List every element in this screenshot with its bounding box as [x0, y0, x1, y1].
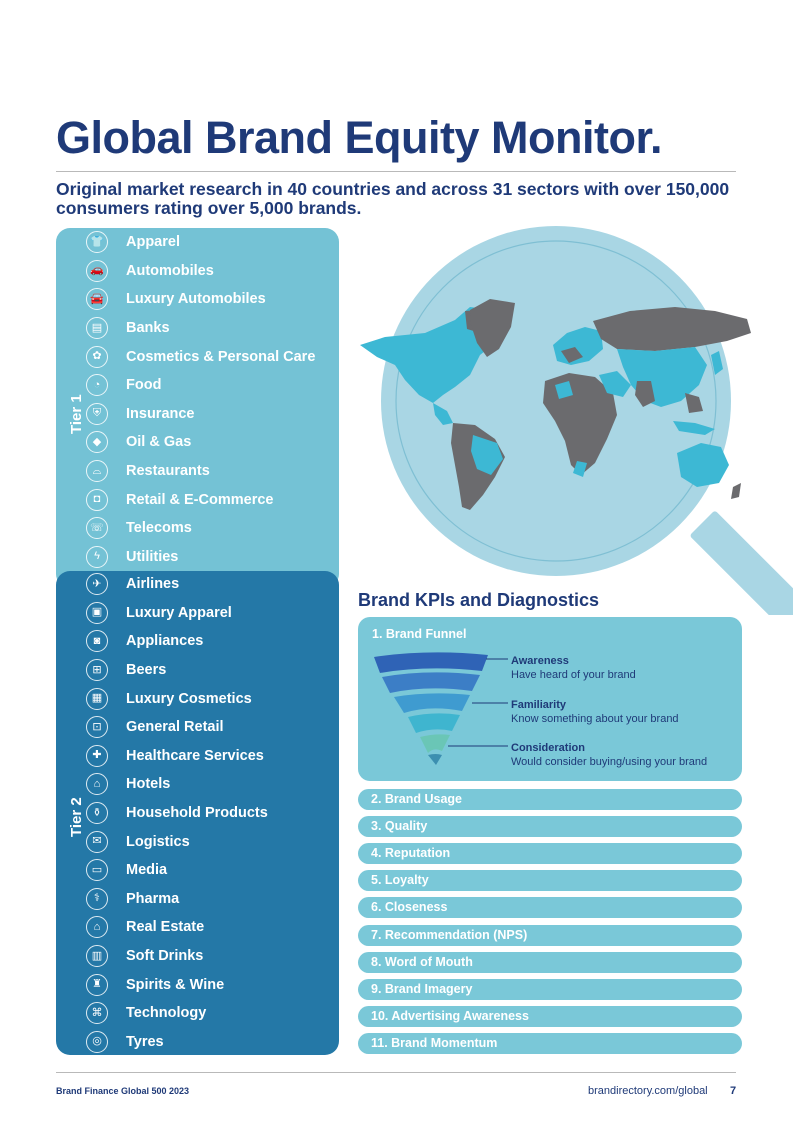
sector-label: Media: [126, 862, 168, 879]
sector-item: [86, 1028, 268, 1057]
kpi-item: 7. Recommendation (NPS): [358, 925, 742, 946]
tv-icon: ▭: [86, 859, 108, 881]
sector-item: [86, 684, 268, 713]
sector-item: [86, 514, 315, 543]
sector-label: Spirits & Wine: [126, 976, 225, 993]
sector-label: Pharma: [126, 890, 180, 907]
title-divider: [56, 171, 736, 172]
sector-label: Banks: [126, 320, 170, 337]
sector-item: [86, 599, 268, 628]
sector-item: [86, 371, 315, 400]
airplane-icon: ✈: [86, 573, 108, 595]
kpi-item: 10. Advertising Awareness: [358, 1006, 742, 1027]
sector-label: Tyres: [126, 1033, 164, 1050]
hotel-bed-icon: ⌂: [86, 773, 108, 795]
tier2-panel: [56, 571, 339, 1055]
envelope-icon: ✉: [86, 831, 108, 853]
sector-item: [86, 543, 315, 572]
sector-label: Luxury Automobiles: [126, 291, 266, 308]
sector-label: Oil & Gas: [126, 434, 192, 451]
sector-label: Apparel: [126, 234, 180, 251]
funnel-stage-consideration: [511, 741, 707, 769]
luxury-car-icon: 🚘: [86, 288, 108, 310]
sector-item: [86, 970, 268, 999]
kpi-item: 11. Brand Momentum: [358, 1033, 742, 1054]
page-title: Global Brand Equity Monitor.: [56, 112, 663, 163]
sector-item: [86, 999, 268, 1028]
stage-name: Familiarity: [511, 699, 567, 711]
cart-icon: ⊡: [86, 716, 108, 738]
footer-website-link[interactable]: brandirectory.com/global: [588, 1085, 708, 1097]
tier2-sector-list: [86, 570, 268, 1056]
tier1-label: Tier 1: [68, 394, 85, 434]
sector-label: Retail & E-Commerce: [126, 491, 274, 508]
stethoscope-icon: ✚: [86, 745, 108, 767]
sector-label: Beers: [126, 662, 167, 679]
sector-label: Automobiles: [126, 262, 214, 279]
stage-description: Would consider buying/using your brand: [511, 756, 708, 768]
tier2-label: Tier 2: [68, 797, 85, 837]
shirt-icon: 👕: [86, 231, 108, 253]
kpi-section-title: Brand KPIs and Diagnostics: [358, 590, 600, 610]
luxury-cosmetics-icon: ▦: [86, 688, 108, 710]
footer-publication: Brand Finance Global 500 2023: [56, 1086, 190, 1096]
sector-label: Cosmetics & Personal Care: [126, 348, 316, 365]
sector-label: Technology: [126, 1005, 207, 1022]
sector-item: [86, 942, 268, 971]
sector-label: Luxury Cosmetics: [126, 690, 252, 707]
funnel-icon: [374, 652, 488, 765]
sector-item: [86, 742, 268, 771]
kpi-item: 8. Word of Mouth: [358, 952, 742, 973]
sector-label: Luxury Apparel: [126, 604, 232, 621]
sector-item: [86, 400, 315, 429]
sector-item: [86, 827, 268, 856]
sector-label: Soft Drinks: [126, 948, 204, 965]
stage-name: Consideration: [511, 742, 585, 754]
footer-divider: [56, 1072, 736, 1073]
tier1-sector-list: [86, 228, 315, 571]
stage-description: Have heard of your brand: [511, 669, 636, 681]
sector-item: [86, 485, 315, 514]
kpi-item: 4. Reputation: [358, 843, 742, 864]
sector-item: [86, 799, 268, 828]
oil-drop-icon: ◆: [86, 431, 108, 453]
sector-item: [86, 428, 315, 457]
sector-label: Utilities: [126, 548, 179, 565]
house-icon: ⌂: [86, 916, 108, 938]
kpi-item: 9. Brand Imagery: [358, 979, 742, 1000]
funnel-stage-awareness: [511, 654, 636, 682]
tier1-panel: [56, 228, 339, 588]
shopping-bag-icon: ◘: [86, 489, 108, 511]
soft-drink-icon: ▥: [86, 945, 108, 967]
kpi-item: 3. Quality: [358, 816, 742, 837]
sector-label: Household Products: [126, 805, 268, 822]
restaurant-icon: ⌓: [86, 460, 108, 482]
sector-item: [86, 913, 268, 942]
kpi-item: 2. Brand Usage: [358, 789, 742, 810]
brand-funnel-title: 1. Brand Funnel: [372, 627, 467, 641]
funnel-stage-familiarity: [511, 698, 679, 726]
cosmetics-icon: ✿: [86, 346, 108, 368]
sector-item: [86, 856, 268, 885]
sector-label: Restaurants: [126, 463, 210, 480]
sector-label: General Retail: [126, 719, 224, 736]
sector-label: Airlines: [126, 576, 180, 593]
page-number: 7: [730, 1085, 737, 1097]
stage-name: Awareness: [511, 655, 569, 667]
sector-label: Real Estate: [126, 919, 205, 936]
magnifier-handle: [689, 510, 793, 615]
luxury-apparel-icon: ▣: [86, 602, 108, 624]
kpi-item: 5. Loyalty: [358, 870, 742, 891]
sector-item: [86, 885, 268, 914]
sector-item: [86, 713, 268, 742]
sector-label: Logistics: [126, 833, 190, 850]
sector-label: Food: [126, 377, 162, 394]
world-map-magnifier: [355, 225, 793, 615]
brand-funnel-card: [358, 617, 742, 781]
sector-item: [86, 314, 315, 343]
sector-label: Telecoms: [126, 520, 192, 537]
shield-icon: ⛨: [86, 403, 108, 425]
appliance-icon: ◙: [86, 630, 108, 652]
bank-icon: ▤: [86, 317, 108, 339]
car-icon: 🚗: [86, 260, 108, 282]
kpi-item: 6. Closeness: [358, 897, 742, 918]
sector-item: [86, 457, 315, 486]
caduceus-icon: ⚕: [86, 888, 108, 910]
sector-label: Insurance: [126, 405, 195, 422]
beer-icon: ⊞: [86, 659, 108, 681]
sector-item: [86, 770, 268, 799]
tyre-icon: ◎: [86, 1031, 108, 1053]
sector-label: Hotels: [126, 776, 171, 793]
sector-label: Healthcare Services: [126, 747, 264, 764]
food-icon: ◔: [86, 374, 108, 396]
household-products-icon: ⚱: [86, 802, 108, 824]
sector-item: [86, 627, 268, 656]
sector-item: [86, 285, 315, 314]
pylon-icon: ϟ: [86, 546, 108, 568]
page-subtitle: Original market research in 40 countries and across 31 sectors with over 150,000 consumers rating over 5,000 brands.: [56, 179, 730, 218]
chip-icon: ⌘: [86, 1002, 108, 1024]
sector-item: [86, 656, 268, 685]
sector-item: [86, 228, 315, 257]
telecom-icon: ☏: [86, 517, 108, 539]
sector-item: [86, 570, 268, 599]
sector-label: Appliances: [126, 633, 204, 650]
wine-bottle-icon: ♜: [86, 974, 108, 996]
stage-description: Know something about your brand: [511, 713, 679, 725]
sector-item: [86, 342, 315, 371]
sector-item: [86, 257, 315, 286]
